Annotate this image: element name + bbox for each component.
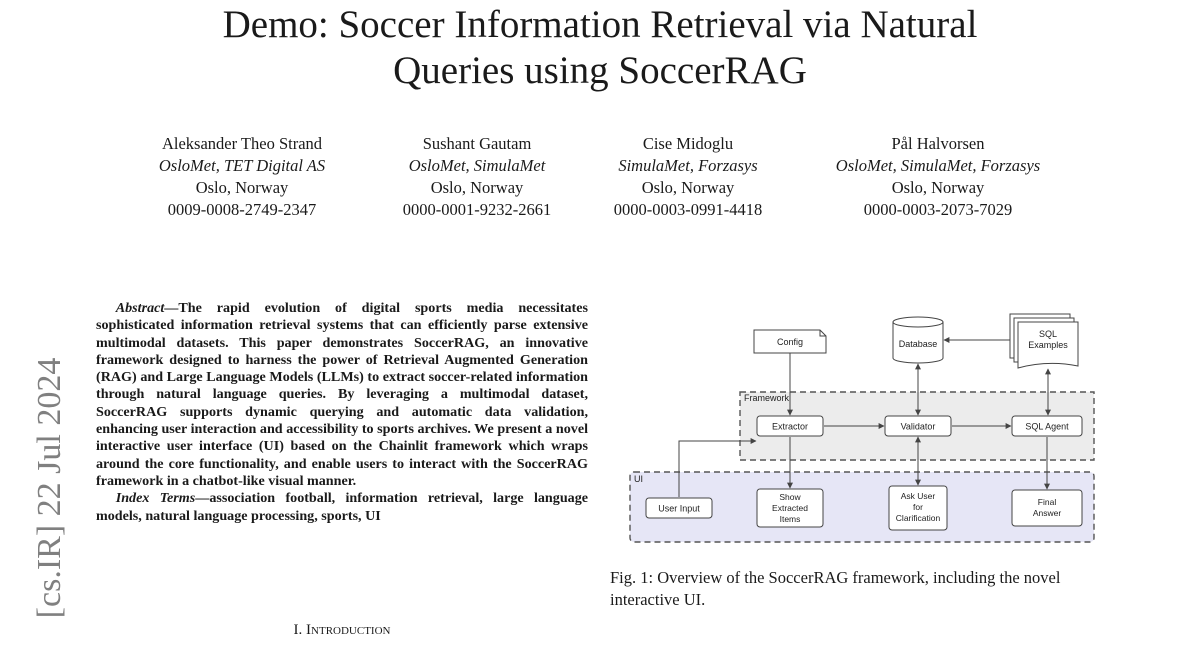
author-1 <box>136 133 348 221</box>
show-extracted-label-1: Show <box>779 492 801 502</box>
ui-group-label: UI <box>634 474 643 484</box>
paper-title-line-2: Queries using SoccerRAG <box>393 49 807 92</box>
show-extracted-label-3: Items <box>779 514 801 524</box>
author-orcid: 0000-0003-2073-7029 <box>863 200 1013 219</box>
extractor-label: Extractor <box>771 421 809 432</box>
index-terms-label: Index Terms <box>115 490 196 507</box>
abstract <box>96 300 588 525</box>
author-4 <box>812 133 1064 221</box>
ask-user-label-1: Ask User <box>900 491 936 501</box>
abstract-label: Abstract <box>115 300 165 316</box>
sql-examples-node <box>1010 314 1078 368</box>
author-affiliation: OsloMet, TET Digital AS <box>158 156 326 175</box>
arxiv-stamp: [cs.IR] 22 Jul 2024 <box>31 357 68 619</box>
figure-caption: Fig. 1: Overview of the SoccerRAG framework, including the novel interactive UI. <box>610 568 1061 609</box>
abstract-text: —The rapid evolution of digital sports media necessitates sophisticated information retrieval systems that can efficiently parse extensive multimodal datasets. This paper demonstrates SoccerRAG, an innovative framework designed to harness the power of Retrieval Augmented Generation (RAG) and Large Language Models (LLMs) to extract soccer-related information through natural language queries. By leveraging a multimodal dataset, SoccerRAG supports dynamic querying and automatic data validation, enhancing user interaction and accessibility to sports archives. We present a novel interactive user interface (UI) based on the Chainlit framework which wraps around the core functionality, and enable users to interact with the SoccerRAG framework in a chatbot-like visual manner. <box>96 300 588 489</box>
show-extracted-label-2: Extracted <box>772 503 808 513</box>
author-location: Oslo, Norway <box>641 178 735 197</box>
index-terms-text: —association football, information retrieval, large language models, natural language processing, sports, UI <box>96 490 589 524</box>
author-orcid: 0009-0008-2749-2347 <box>167 200 317 219</box>
sql-examples-label-2: Examples <box>1028 340 1068 350</box>
author-affiliation: OsloMet, SimulaMet <box>408 156 546 175</box>
validator-node <box>885 416 951 436</box>
author-name: Cise Midoglu <box>642 134 734 153</box>
ask-user-node <box>889 486 947 530</box>
author-orcid: 0000-0001-9232-2661 <box>402 200 552 219</box>
extractor-node <box>757 416 823 436</box>
author-orcid: 0000-0003-0991-4418 <box>613 200 763 219</box>
author-3 <box>598 133 778 221</box>
index-terms-paragraph <box>96 490 588 525</box>
user-input-label: User Input <box>658 503 700 514</box>
author-2 <box>384 133 570 221</box>
ask-user-label-3: Clarification <box>895 513 941 523</box>
database-label: Database <box>898 339 938 349</box>
paper-title <box>0 2 1200 94</box>
config-label: Config <box>776 337 804 347</box>
framework-group-label: Framework <box>744 393 790 403</box>
database-node <box>893 317 943 363</box>
section-title: Introduction <box>306 622 391 638</box>
final-answer-label-1: Final <box>1037 497 1057 507</box>
author-location: Oslo, Norway <box>891 178 985 197</box>
author-name: Pål Halvorsen <box>891 134 985 153</box>
author-location: Oslo, Norway <box>195 178 289 197</box>
validator-label: Validator <box>900 421 936 432</box>
ask-user-label-2: for <box>913 502 923 512</box>
author-name: Aleksander Theo Strand <box>161 134 323 153</box>
section-number: I. <box>293 622 303 638</box>
figure-diagram <box>610 300 1100 550</box>
config-node <box>754 330 826 353</box>
show-extracted-items-node <box>757 489 823 527</box>
framework-diagram <box>610 300 1100 550</box>
sql-agent-node <box>1012 416 1082 436</box>
author-name: Sushant Gautam <box>422 134 532 153</box>
author-affiliation: SimulaMet, Forzasys <box>618 156 758 175</box>
section-heading <box>96 620 588 640</box>
sql-examples-label-1: SQL <box>1038 329 1058 339</box>
abstract-paragraph <box>96 300 588 490</box>
author-affiliation: OsloMet, SimulaMet, Forzasys <box>835 156 1041 175</box>
user-input-node <box>646 498 712 518</box>
author-location: Oslo, Norway <box>430 178 524 197</box>
paper-title-line-1: Demo: Soccer Information Retrieval via Natural <box>222 3 978 46</box>
final-answer-label-2: Answer <box>1032 508 1062 518</box>
final-answer-node <box>1012 490 1082 526</box>
sql-agent-label: SQL Agent <box>1025 421 1069 432</box>
